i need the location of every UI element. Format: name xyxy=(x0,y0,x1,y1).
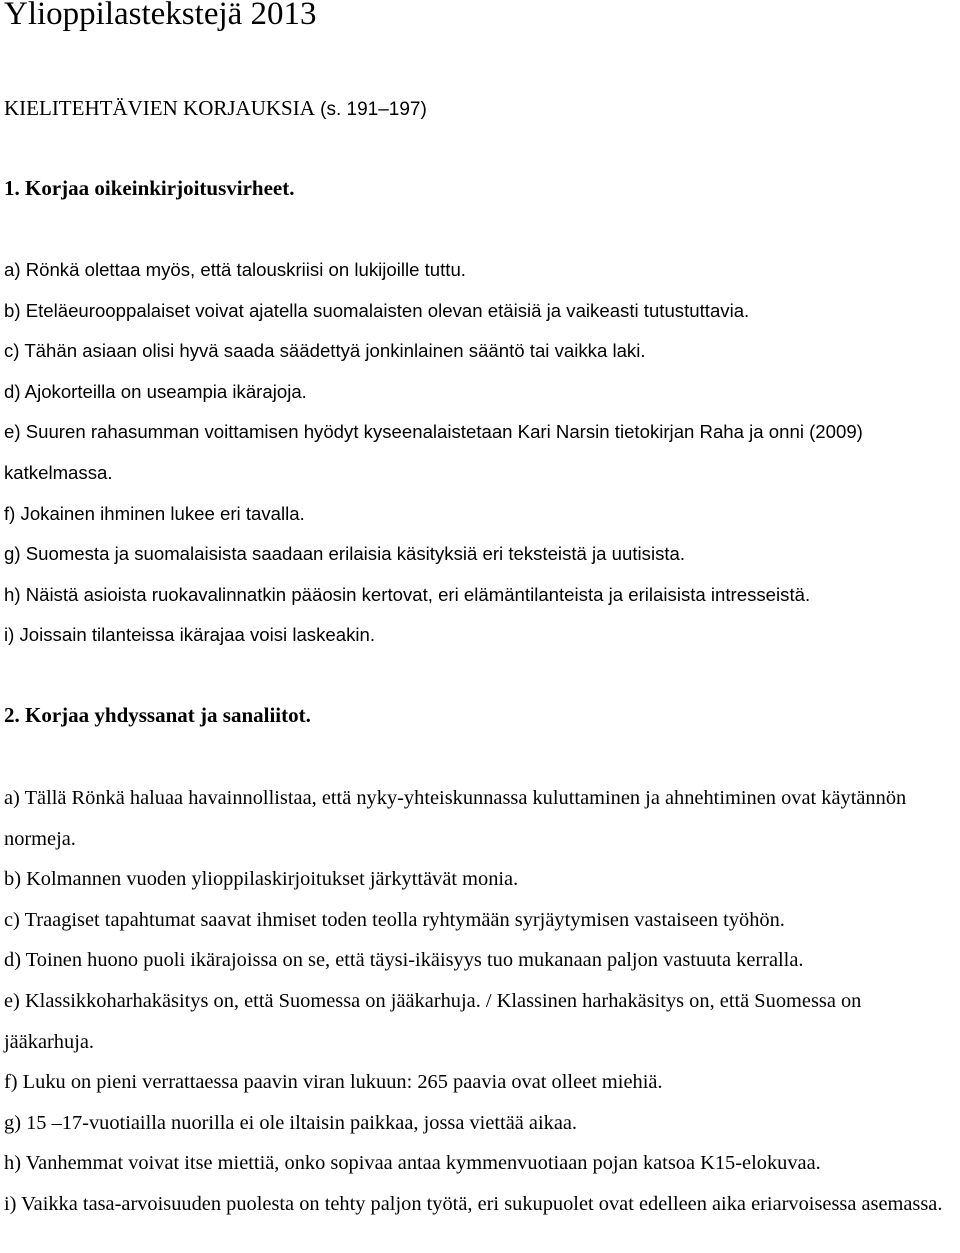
task-2-item-f: f) Luku on pieni verrattaessa paavin viran lukuun: 265 paavia ovat olleet miehiä. xyxy=(4,1071,663,1094)
task-2-item-i: i) Vaikka tasa-arvoisuuden puolesta on tehty paljon työtä, eri sukupuolet ovat edelleen aika eriarvoisessa asemassa. xyxy=(4,1192,943,1215)
task-1-item-d: d) Ajokorteilla on useampia ikärajoja. xyxy=(4,380,307,402)
task-2-item-c: c) Traagiset tapahtumat saavat ihmiset toden teolla ryhtymään syrjäytymisen vastaiseen työhön. xyxy=(4,908,785,931)
task-2-list xyxy=(4,778,949,1225)
task-1-item-a: a) Rönkä olettaa myös, että talouskriisi on lukijoille tuttu. xyxy=(4,259,466,280)
task-1-item-c: c) Tähän asiaan olisi hyvä saada säädettyä jonkinlainen sääntö tai vaikka laki. xyxy=(4,340,646,362)
section-heading xyxy=(4,96,427,121)
section-pages: (s. 191–197) xyxy=(320,99,427,120)
task-2-item-b: b) Kolmannen vuoden ylioppilaskirjoitukset järkyttävät monia. xyxy=(4,868,519,891)
task-1-item-h: h) Näistä asioista ruokavalinnatkin pääosin kertovat, eri elämäntilanteista ja erilaisista intresseistä. xyxy=(4,583,811,605)
task-1-item-f: f) Jokainen ihminen lukee eri tavalla. xyxy=(4,502,305,524)
task-2-heading: 2. Korjaa yhdyssanat ja sanaliitot. xyxy=(4,703,311,727)
task-1-list xyxy=(4,250,949,656)
task-1-item-i: i) Joissain tilanteissa ikärajaa voisi laskeakin. xyxy=(4,624,376,646)
task-1-heading: 1. Korjaa oikeinkirjoitusvirheet. xyxy=(4,176,295,200)
task-1-item-g: g) Suomesta ja suomalaisista saadaan erilaisia käsityksiä eri teksteistä ja uutisista. xyxy=(4,543,686,565)
task-2-item-a: a) Tällä Rönkä haluaa havainnollistaa, että nyky-yhteiskunnassa kuluttaminen ja ahnehtiminen ovat käytännön normeja. xyxy=(4,787,907,850)
task-2-item-h: h) Vanhemmat voivat itse miettiä, onko sopivaa antaa kymmenvuotiaan pojan katsoa K15-elokuvaa. xyxy=(4,1152,821,1175)
task-1-item-e: e) Suuren rahasumman voittamisen hyödyt kyseenalaistetaan Kari Narsin tietokirjan Raha ja onni (2009) katkelmassa. xyxy=(4,421,863,483)
page-title: Ylioppilastekstejä 2013 xyxy=(4,0,317,32)
task-2-item-g: g) 15 –17-vuotiailla nuorilla ei ole iltaisin paikkaa, jossa viettää aikaa. xyxy=(4,1111,578,1134)
task-1-item-b: b) Eteläeurooppalaiset voivat ajatella suomalaisten olevan etäisiä ja vaikeasti tutustuttavia. xyxy=(4,299,750,321)
task-2-item-e: e) Klassikkoharhakäsitys on, että Suomessa on jääkarhuja. / Klassinen harhakäsitys on, että Suomessa on jääkarhuja. xyxy=(4,989,862,1053)
task-2-item-d: d) Toinen huono puoli ikärajoissa on se, että täysi-ikäisyys tuo mukanaan paljon vastuuta kerralla. xyxy=(4,949,804,972)
section-label: KIELITEHTÄVIEN KORJAUKSIA xyxy=(4,96,315,120)
